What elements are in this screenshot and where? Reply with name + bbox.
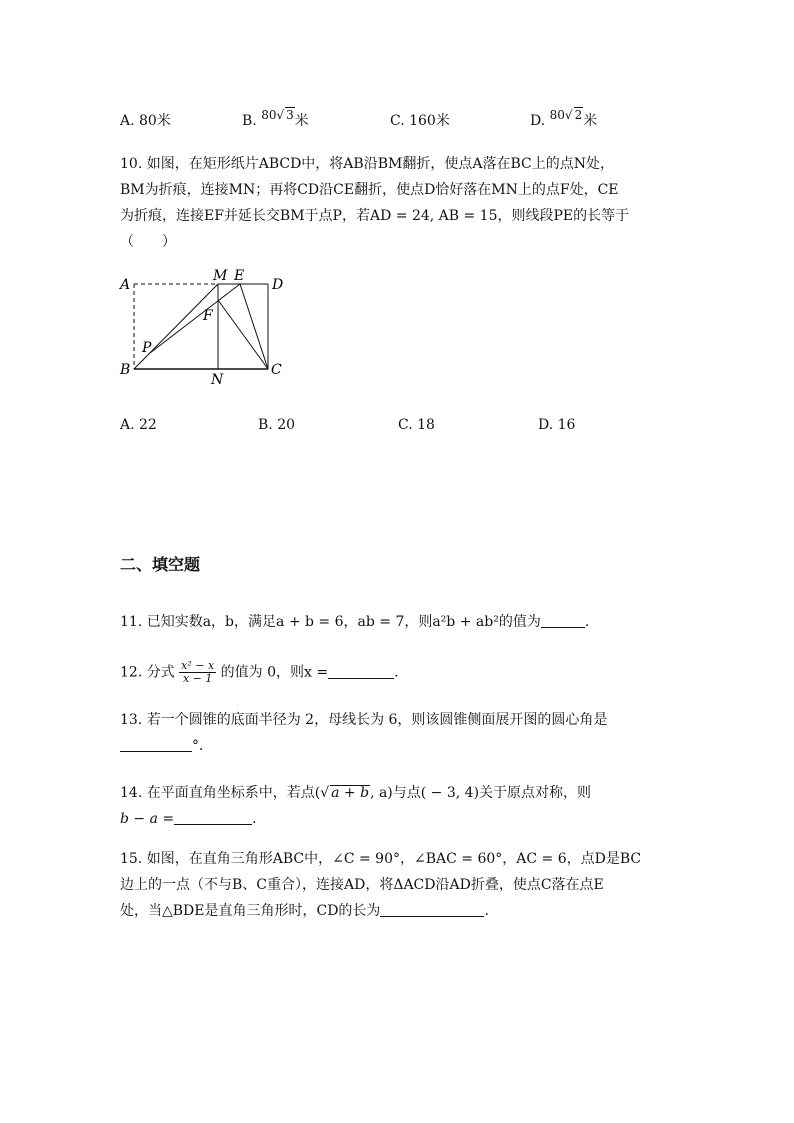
- q14-radicand: a + b: [331, 785, 370, 801]
- q15-line-1: 15. 如图，在直角三角形ABC中，∠C = 90°，∠BAC = 60°，AC = 6，点D是BC: [120, 851, 642, 867]
- q12-suffix: 的值为 0，则x =: [220, 664, 329, 681]
- section-title-fill-in: 二、填空题: [120, 555, 201, 574]
- label-P: P: [142, 340, 152, 356]
- segment-PE: [150, 284, 240, 353]
- q14-mid: , a)与点( − 3, 4)关于原点对称，则: [370, 785, 592, 801]
- q10-option-d: D. 16: [538, 417, 576, 433]
- q9-option-b: B. 80√ 3米: [242, 108, 309, 129]
- q12-prefix: 12. 分式: [120, 664, 175, 681]
- question-12: [120, 660, 399, 685]
- q10-line-3: 为折痕，连接EF并延长交BM于点P，若AD = 24, AB = 15，则线段PE的长等于: [120, 208, 630, 224]
- segment-FC: [218, 300, 268, 369]
- q12-end: .: [394, 664, 399, 681]
- question-15: [120, 846, 680, 924]
- label-M: M: [213, 268, 228, 284]
- q9-option-a: A. 80米: [120, 113, 171, 129]
- q10-option-b: B. 20: [258, 417, 296, 433]
- question-14: 14. 在平面直角坐标系中，若点(√ a + b, a)与点( − 3, 4)关于原点对称，则 b − a = .: [120, 785, 592, 827]
- question-10: [120, 151, 680, 255]
- q9-option-c: C. 160米: [390, 113, 450, 129]
- q10-option-c: C. 18: [398, 417, 435, 433]
- label-F: F: [203, 308, 213, 324]
- q10-line-1: 10. 如图，在矩形纸片ABCD中，将AB沿BM翻折，使点A落在BC上的点N处，: [120, 156, 614, 172]
- q15-answer-blank[interactable]: [380, 900, 484, 917]
- q12-fraction-denominator: x − 1: [182, 672, 213, 685]
- q14-prefix: 14. 在平面直角坐标系中，若点(: [120, 785, 321, 801]
- q14-answer-blank[interactable]: [174, 808, 252, 825]
- label-D: D: [272, 277, 284, 293]
- label-C: C: [271, 362, 282, 378]
- q15-line-3: 处，当△BDE是直角三角形时，CD的长为: [120, 903, 381, 919]
- question-11: [120, 611, 589, 631]
- q10-line-2: BM为折痕，连接MN；再将CD沿CE翻折，使点D恰好落在MN上的点F处，CE: [120, 182, 619, 198]
- q15-end: .: [484, 903, 489, 919]
- q14-end: .: [252, 811, 257, 827]
- q9-option-b-unit: 米: [294, 113, 309, 129]
- q13-end: °．: [192, 738, 213, 754]
- rectangle-fold-figure: [110, 262, 300, 392]
- q13-answer-blank[interactable]: [120, 735, 192, 752]
- segment-BM: [134, 284, 218, 369]
- q11-text: 11. 已知实数a，b，满足a + b = 6，ab = 7，则a²b + ab²的值为: [120, 614, 541, 630]
- q11-end: .: [584, 614, 590, 630]
- q9-option-d-prefix: D.: [530, 113, 546, 129]
- q12-fraction-numerator: x² − x: [181, 659, 215, 672]
- label-A: A: [120, 277, 131, 293]
- q13-line-1: 13. 若一个圆锥的底面半径为 2，母线长为 6，则该圆锥侧面展开图的圆心角是: [120, 712, 608, 728]
- q10-option-a: A. 22: [120, 417, 157, 433]
- q12-answer-blank[interactable]: [328, 662, 394, 679]
- question-13: [120, 707, 680, 759]
- segment-CE: [240, 284, 268, 369]
- q12-fraction: [179, 660, 216, 685]
- q9-option-d-radicand: 2: [574, 108, 583, 122]
- q15-line-2: 边上的一点（不与B、C重合），连接AD，将ΔACD沿AD折叠，使点C落在点E: [120, 877, 604, 893]
- q11-answer-blank[interactable]: [541, 611, 585, 628]
- q9-option-b-coef: 80: [261, 108, 277, 122]
- q9-option-b-prefix: B.: [242, 113, 257, 129]
- q9-option-b-radicand: 3: [286, 108, 294, 122]
- q9-option-d: D. 80√ 2米: [530, 108, 598, 129]
- label-N: N: [211, 372, 224, 388]
- q9-option-d-unit: 米: [583, 113, 598, 129]
- label-B: B: [120, 362, 131, 378]
- q9-option-d-coef: 80: [549, 108, 565, 122]
- label-E: E: [234, 268, 245, 284]
- q14-line-2: b − a =: [120, 811, 175, 827]
- q10-line-4: （ ）: [120, 234, 176, 250]
